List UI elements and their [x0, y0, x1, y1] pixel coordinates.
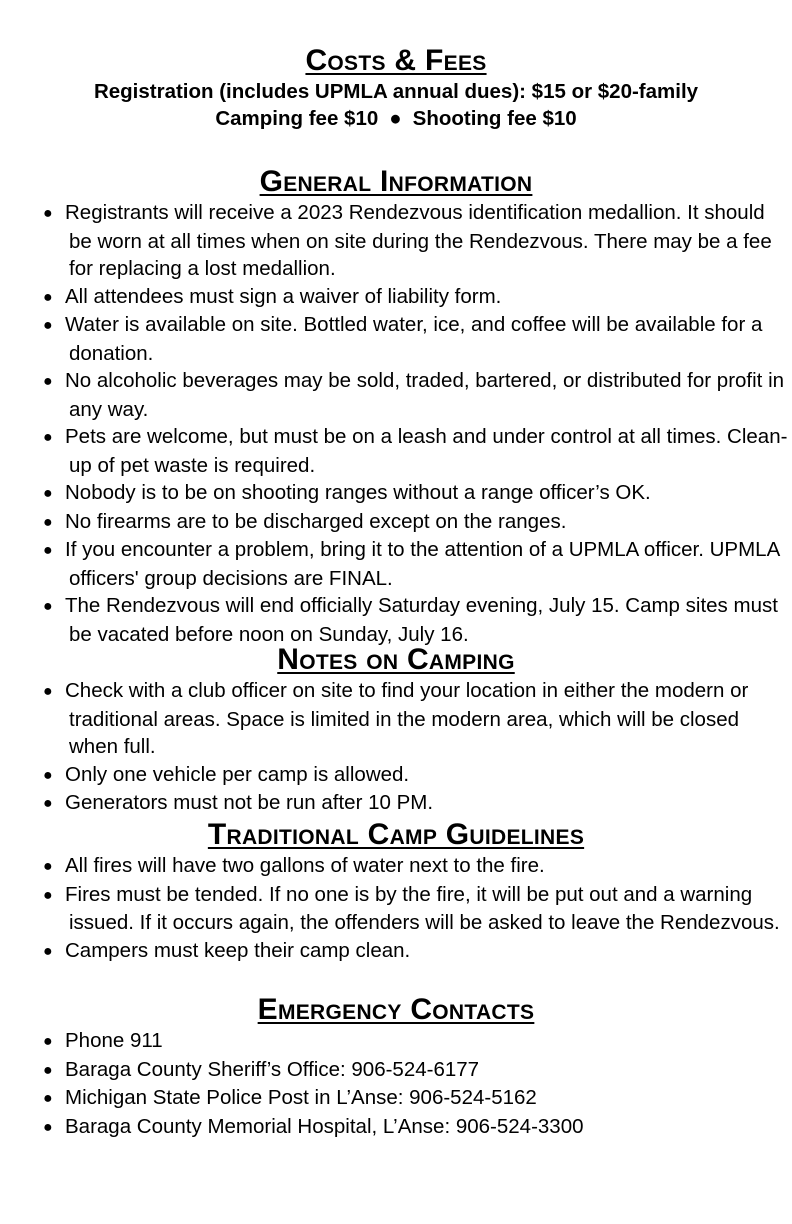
fee-line-camping-shooting [0, 105, 792, 132]
list-item: ● All attendees must sign a waiver of liability form. [0, 283, 792, 312]
traditional-camp-guidelines-list [0, 852, 792, 965]
list-item: ● Pets are welcome, but must be on a leash and under control at all times. Clean-up of pet waste is required. [43, 425, 788, 477]
bullet-icon: ● [43, 1118, 53, 1136]
bullet-icon: ● [43, 513, 53, 531]
notes-on-camping-list [0, 677, 792, 818]
notes-on-camping-heading: Notes on Camping [277, 643, 515, 676]
list-item: ● Phone 911 [0, 1027, 792, 1056]
bullet-icon: ● [43, 766, 53, 784]
bullet-icon: ● [43, 683, 53, 700]
bullet-icon: ● [43, 886, 53, 904]
bullet-icon: ● [43, 1033, 53, 1050]
list-item: ● Baraga County Memorial Hospital, L’Anse: 906-524-3300 [0, 1113, 792, 1142]
bullet-icon: ● [43, 1090, 53, 1107]
bullet-icon: ● [43, 1061, 53, 1079]
bullet-icon: ● [43, 288, 53, 306]
bullet-separator: ● [389, 107, 402, 130]
list-item: ● Only one vehicle per camp is allowed. [0, 761, 792, 790]
list-item: ● Check with a club officer on site to find your location in either the modern or traditional areas. Space is limited in the modern area, which will be closed when full. [43, 679, 749, 758]
traditional-camp-guidelines-heading: Traditional Camp Guidelines [207, 818, 585, 851]
list-item: ● Water is available on site. Bottled water, ice, and coffee will be available for a donation. [43, 313, 763, 365]
bullet-icon: ● [43, 317, 53, 334]
bullet-icon: ● [43, 542, 53, 559]
traditional-camp-guidelines-section [0, 818, 792, 965]
bullet-icon: ● [43, 373, 53, 390]
bullet-icon: ● [43, 858, 53, 875]
bullet-icon: ● [43, 205, 53, 222]
bullet-icon: ● [43, 598, 53, 615]
list-item: ● Registrants will receive a 2023 Rendezvous identification medallion. It should be worn at all times when on site during the Rendezvous. There may be a fee for replacing a lost medallion. [43, 201, 772, 280]
list-item: ● No firearms are to be discharged except on the ranges. [0, 508, 792, 537]
costs-heading: Costs & Fees [305, 44, 487, 77]
general-information-list [0, 199, 792, 648]
general-information-heading: General Information [259, 165, 533, 198]
costs-section [0, 44, 792, 132]
bullet-icon: ● [43, 429, 53, 446]
list-item: ● Generators must not be run after 10 PM. [0, 789, 792, 818]
shooting-fee: Shooting fee $10 [412, 107, 577, 130]
emergency-contacts-section [0, 993, 792, 1141]
general-information-section [0, 165, 792, 648]
list-item: ● If you encounter a problem, bring it to the attention of a UPMLA officer. UPMLA officers' group decisions are FINAL. [43, 538, 780, 590]
bullet-icon: ● [43, 942, 53, 960]
list-item: ● Baraga County Sheriff’s Office: 906-524-6177 [0, 1056, 792, 1085]
camping-fee: Camping fee $10 [215, 107, 379, 130]
emergency-contacts-heading: Emergency Contacts [257, 993, 535, 1026]
registration-fee: Registration (includes UPMLA annual dues): $15 or $20-family [93, 80, 699, 103]
list-item: ● Michigan State Police Post in L’Anse: 906-524-5162 [0, 1084, 792, 1113]
list-item: ● Nobody is to be on shooting ranges without a range officer’s OK. [0, 479, 792, 508]
list-item: ● The Rendezvous will end officially Saturday evening, July 15. Camp sites must be vacated before noon on Sunday, July 16. [43, 594, 778, 646]
list-item: ● All fires will have two gallons of water next to the fire. [0, 852, 792, 881]
bullet-icon: ● [43, 485, 53, 502]
emergency-contacts-list [0, 1027, 792, 1141]
list-item: ● No alcoholic beverages may be sold, traded, bartered, or distributed for profit in any way. [43, 369, 785, 421]
notes-on-camping-section [0, 643, 792, 818]
bullet-icon: ● [43, 795, 53, 812]
list-item: ● Fires must be tended. If no one is by the fire, it will be put out and a warning issued. If it occurs again, the offenders will be asked to leave the Rendezvous. [43, 882, 780, 934]
list-item: ● Campers must keep their camp clean. [0, 937, 792, 966]
